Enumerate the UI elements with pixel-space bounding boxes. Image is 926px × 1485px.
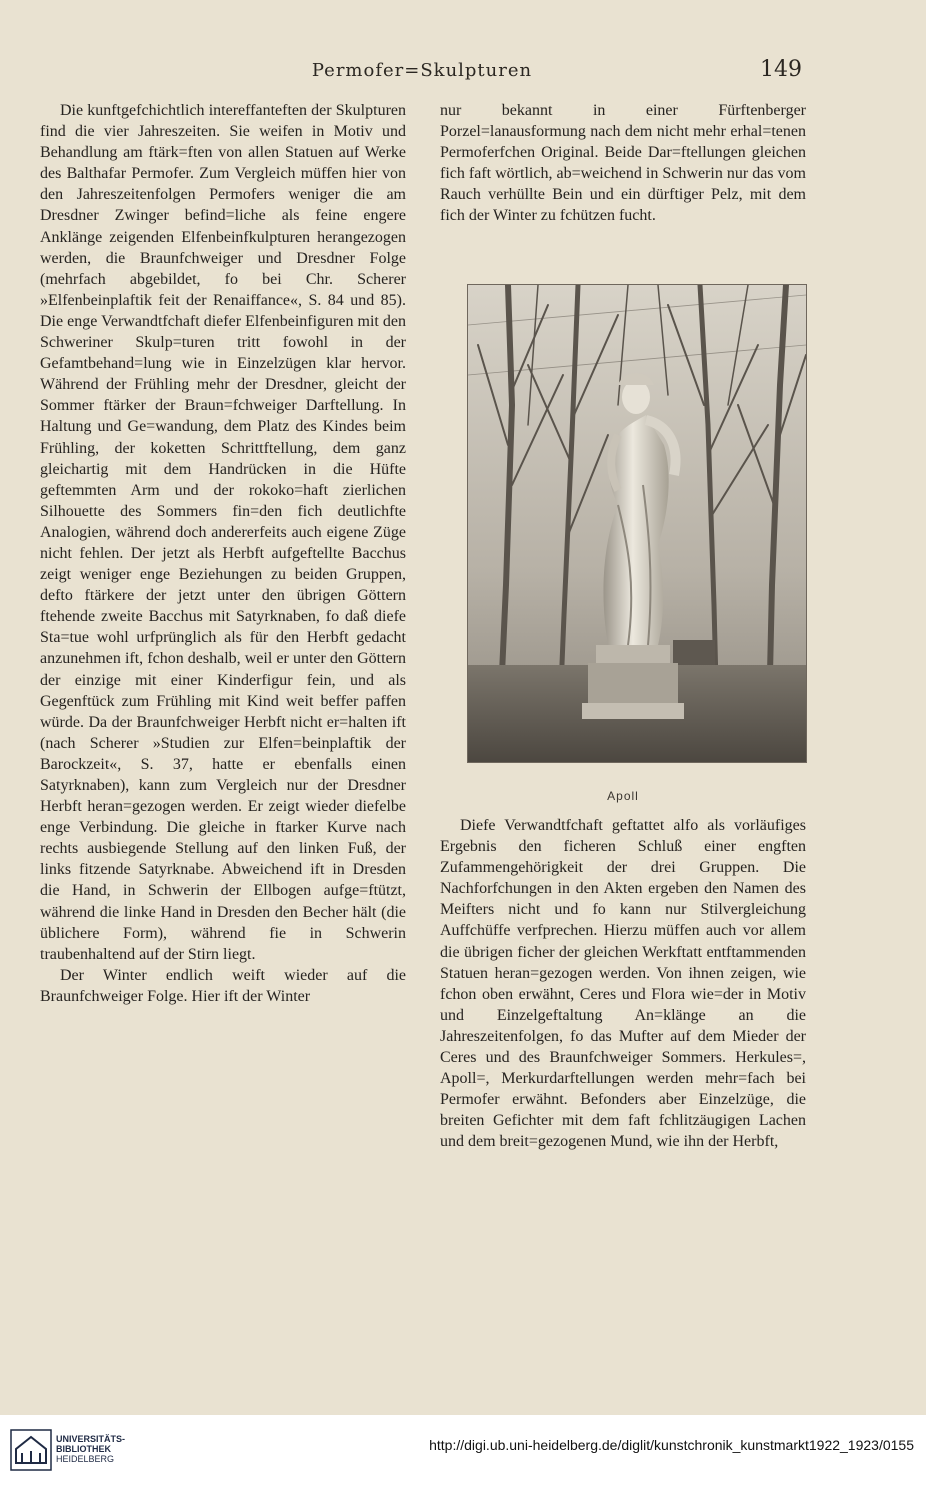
library-name	[56, 1434, 125, 1464]
apoll-photograph	[467, 284, 807, 763]
running-title: Permofer=Skulpturen	[311, 60, 533, 81]
right-column-top	[440, 100, 806, 227]
library-name-line-2: BIBLIOTHEK	[56, 1444, 111, 1454]
permalink-url[interactable]: http://digi.ub.uni-heidelberg.de/diglit/kunstchronik_kunstmarkt1922_1923/0155	[429, 1437, 914, 1453]
left-paragraph-2: Der Winter endlich weift wieder auf die Braunfchweiger Folge. Hier ift der Winter	[40, 966, 406, 1005]
library-footer	[0, 1415, 926, 1485]
library-name-line-1: UNIVERSITÄTS-	[56, 1434, 126, 1444]
left-column	[40, 100, 406, 1007]
figure-caption: Apoll	[607, 789, 639, 803]
right-bottom-paragraph: Diefe Verwandtfchaft geftattet alfo als vorläufiges Ergebnis den ficheren Schluß einer engften Zufammengehörigkeit der drei Gruppen. Die Nachforfchungen in den Akten ergeben den Namen des Meifters nicht und fo kann nur Stilvergleichung Auffchüffe verfprechen. Hierzu müffen auch vor allem die übrigen ficher der gleichen Werkftatt entftammenden Statuen heran=gezogen werden. Von ihnen zeigen, wie fchon oben erwähnt, Ceres und Flora wie=der in Motiv und Einzelgeftaltung An=klänge an die Jahreszeitenfolgen, fo das Mufter auf dem Mieder der Ceres und des Braunfchweiger Sommers. Herkules=, Apoll=, Merkurdarftellungen werden mehr=fach bei Permofer erwähnt. Befonders aber Einzelzüge, die breiten Gefichter mit dem faft fchlitzäugigen Lachen und dem breit=gezogenen Mund, wie ihn der Herbft,	[440, 817, 806, 1151]
right-column-bottom	[440, 815, 806, 1153]
library-name-line-3: HEIDELBERG	[56, 1454, 115, 1464]
statue-photo-illustration	[468, 285, 806, 762]
university-library-logo-icon	[10, 1429, 52, 1471]
right-top-paragraph: nur bekannt in einer Fürftenberger Porzel=lanausformung nach dem nicht mehr erhal=tenen Permoferfchen Original. Beide Dar=ftellungen gleichen fich faft wörtlich, ab=weichend in Schwerin nur das vom Rauch verhüllte Bein und ein dürftiger Pelz, mit dem fich der Winter zu fchützen fucht.	[440, 102, 806, 225]
page-header	[42, 57, 802, 84]
left-paragraph-1: Die kunftgefchichtlich intereffanteften der Skulpturen find die vier Jahreszeiten. Sie weifen in Motiv und Behandlung am ftärk=ften von allen Statuen auf Werke des Balthafar Permofer. Zum Vergleich müffen hier von den Jahreszeitenfolgen Permofers weniger die am Dresdner Zwinger befind=liche als feine engere Anklänge zeigenden Elfenbeinfkulpturen herangezogen werden, die Braunfchweiger und Dresdner Folge (mehrfach abgebildet, fo bei Chr. Scherer »Elfenbeinplaftik feit der Renaiffance«, S. 84 und 85). Die enge Verwandtfchaft diefer Elfenbeinfiguren mit den Schweriner Skulp=turen tritt fowohl in der Gefamtbehand=lung wie in Einzelzügen klar hervor. Während der Frühling mehr der Dresdner, gleicht der Sommer ftärker der Braun=fchweiger Darftellung. In Haltung und Ge=wandung, dem Platz des Kindes beim Frühling, der koketten Schrittftellung, dem ganz gleichartig mit dem Handrücken in die Hüfte geftemmten Arm und der rokoko=haft zierlichen Silhouette des Sommers fin=den fich deutlichfte Analogien, während doch andererfeits auch eigene Züge nicht fehlen. Der jetzt als Herbft aufgeftellte Bacchus zeigt weniger enge Beziehungen zu beiden Gruppen, defto ftärkere der jetzt unter den übrigen Göttern ftehende zweite Bacchus mit Satyrknaben, fo daß diefe Sta=tue wohl urfprünglich als für den Herbft gedacht anzunehmen ift, fchon deshalb, weil er unter den Göttern der einzige mit einer Kinderfigur fein, und als Gegenftück zum Frühling mit Kind weit beffer paffen würde. Da der Braunfchweiger Herbft nicht er=halten ift (nach Scherer »Studien zur Elfen=beinplaftik der Barockzeit«, S. 37, hatte er ebenfalls einen Satyrknaben), kann zum Vergleich nur der Dresdner Herbft heran=gezogen werden. Er zeigt wieder diefelbe enge Verbindung. Die gleiche in ftarker Kurve nach rechts ausbiegende Stellung auf den linken Fuß, der links fitzende Satyrknabe. Abweichend ift in Dresden die Hand, in Schwerin der Ellbogen aufge=ftützt, während die linke Hand in Dresden den Becher hält (die üblichere Form), während fie in Schwerin traubenhaltend auf der Stirn liegt.	[40, 102, 406, 963]
page-number: 149	[760, 57, 802, 82]
